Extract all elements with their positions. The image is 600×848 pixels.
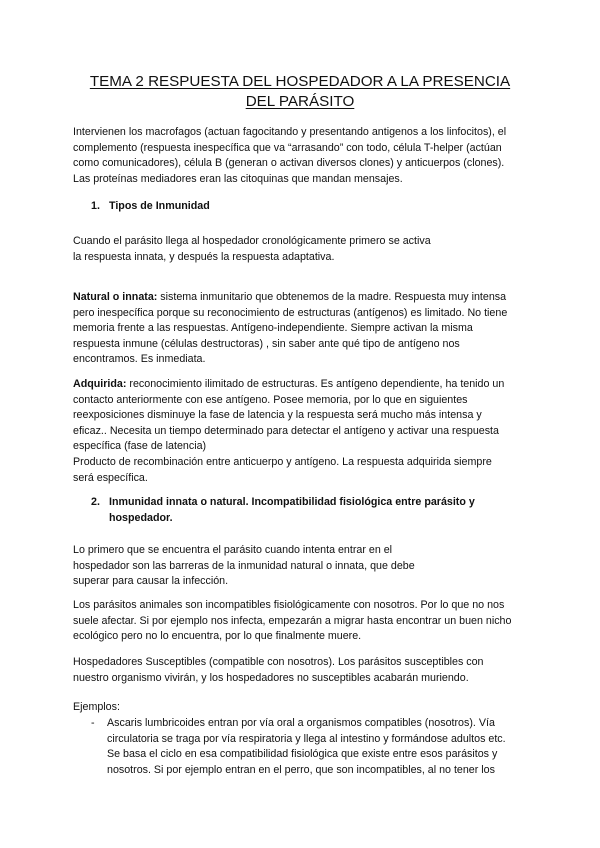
section-2-number: 2. xyxy=(91,496,100,508)
paragraph-line: ecológico pero no lo encuentra, por lo que finalmente muere. xyxy=(73,630,362,643)
paragraph-line: encontramos. Es inmediata. xyxy=(73,353,206,366)
title-line-2: DEL PARÁSITO xyxy=(245,93,355,110)
title-line-1: TEMA 2 RESPUESTA DEL HOSPEDADOR A LA PRESENCIA xyxy=(89,73,511,90)
paragraph-line: respuesta inmune (células destructoras) , sin saber ante qué tipo de antígeno nos xyxy=(73,337,460,350)
intro-line: complemento (respuesta inespecífica que va “arrasando” con todo, célula T-helper (actúan xyxy=(73,141,502,154)
bullet-line: Se basa el ciclo en esa compatibilidad fisiológica que existe entre esos parásitos y xyxy=(107,748,498,761)
document-title xyxy=(70,72,530,112)
paragraph-incompatibles xyxy=(73,598,563,645)
paragraph-line: Lo primero que se encuentra el parásito cuando intenta entrar en el xyxy=(73,544,393,556)
section-1-number: 1. xyxy=(91,200,100,212)
paragraph-line: será específica. xyxy=(73,471,148,484)
bullet-line: circulatoria se traga por vía respiratoria y llega al intestino y formándose adultos etc. xyxy=(107,732,506,745)
paragraph-line: nuestro organismo vivirán, y los hospedadores no susceptibles acabarán muriendo. xyxy=(73,671,469,684)
section-2-title xyxy=(109,495,475,526)
paragraph-line: contacto anteriormente con ese antígeno. Posee memoria, por lo que en siguientes xyxy=(73,393,468,406)
natural-first-line xyxy=(73,290,563,306)
paragraph-line: hospedador son las barreras de la inmunidad natural o innata, que debe xyxy=(73,559,415,572)
bullet-text xyxy=(107,716,506,778)
paragraph-line: Producto de recombinación entre anticuerpo y antígeno. La respuesta adquirida siempre xyxy=(73,455,492,468)
paragraph-line: la respuesta innata, y después la respuesta adaptativa. xyxy=(73,250,335,263)
paragraph-line: superar para causar la infección. xyxy=(73,575,229,588)
examples-label xyxy=(73,700,563,716)
paragraph-line: pero inespecífica porque su reconocimiento de estructuras (antígenos) es limitado. No tiene xyxy=(73,306,508,319)
bullet-dash: - xyxy=(91,717,95,729)
intro-paragraph xyxy=(73,125,563,187)
intro-line: como comunicadores), célula B (generan o activan diversos clones) y anticuerpos (clones). xyxy=(73,157,505,170)
examples-label-text: Ejemplos: xyxy=(73,701,120,713)
adquirida-paragraph xyxy=(73,377,563,486)
paragraph-line: Hospedadores Susceptibles (compatible con nosotros). Los parásitos susceptibles con xyxy=(73,656,484,668)
bullet-line: nosotros. Si por ejemplo entran en el perro, que son incompatibles, al no tener los xyxy=(107,763,495,776)
paragraph-line: Cuando el parásito llega al hospedador cronológicamente primero se activa xyxy=(73,235,431,247)
section-1-heading xyxy=(91,199,531,215)
adquirida-first-text: reconocimiento ilimitado de estructuras. Es antígeno dependiente, ha tenido un xyxy=(126,378,505,390)
paragraph-line: reexposiciones disminuye la fase de latencia y la respuesta será mucho más intensa y xyxy=(73,409,482,422)
paragraph-line: Los parásitos animales son incompatibles fisiológicamente con nosotros. Por lo que no nos xyxy=(73,599,505,611)
paragraph-line: específica (fase de latencia) xyxy=(73,440,207,453)
natural-label: Natural o innata: xyxy=(73,291,158,303)
section-2-heading xyxy=(91,495,531,526)
paragraph-susceptibles xyxy=(73,655,563,686)
intro-line: Intervienen los macrofagos (actuan fagocitando y presentando antigenos a los linfocitos), el xyxy=(73,126,507,138)
paragraph-line: eficaz.. Necesita un tiempo determinado para detectar el antígeno y activar una respuesta xyxy=(73,424,499,437)
list-item xyxy=(91,716,541,778)
paragraph-barreras xyxy=(73,543,563,590)
natural-paragraph xyxy=(73,290,563,368)
paragraph-line: suele afectar. Si por ejemplo nos infecta, empezarán a migrar hasta encontrar un buen nicho xyxy=(73,614,512,627)
bullet-line: Ascaris lumbricoides entran por vía oral a organismos compatibles (nosotros). Vía xyxy=(107,717,495,729)
paragraph-line: memoria frente a las respuestas. Antígeno-independiente. Siempre activan la misma xyxy=(73,322,473,335)
adquirida-first-line xyxy=(73,377,563,393)
intro-line: Las proteínas mediadores eran las citoquinas que mandan mensajes. xyxy=(73,172,403,185)
section-2-title-line: hospedador. xyxy=(109,511,173,524)
section-1-title: Tipos de Inmunidad xyxy=(109,200,210,212)
section-2-title-line: Inmunidad innata o natural. Incompatibilidad fisiológica entre parásito y xyxy=(109,496,475,508)
adquirida-label: Adquirida: xyxy=(73,378,127,390)
natural-first-text: sistema inmunitario que obtenemos de la madre. Respuesta muy intensa xyxy=(157,291,507,303)
section-1-paragraph xyxy=(73,234,563,265)
